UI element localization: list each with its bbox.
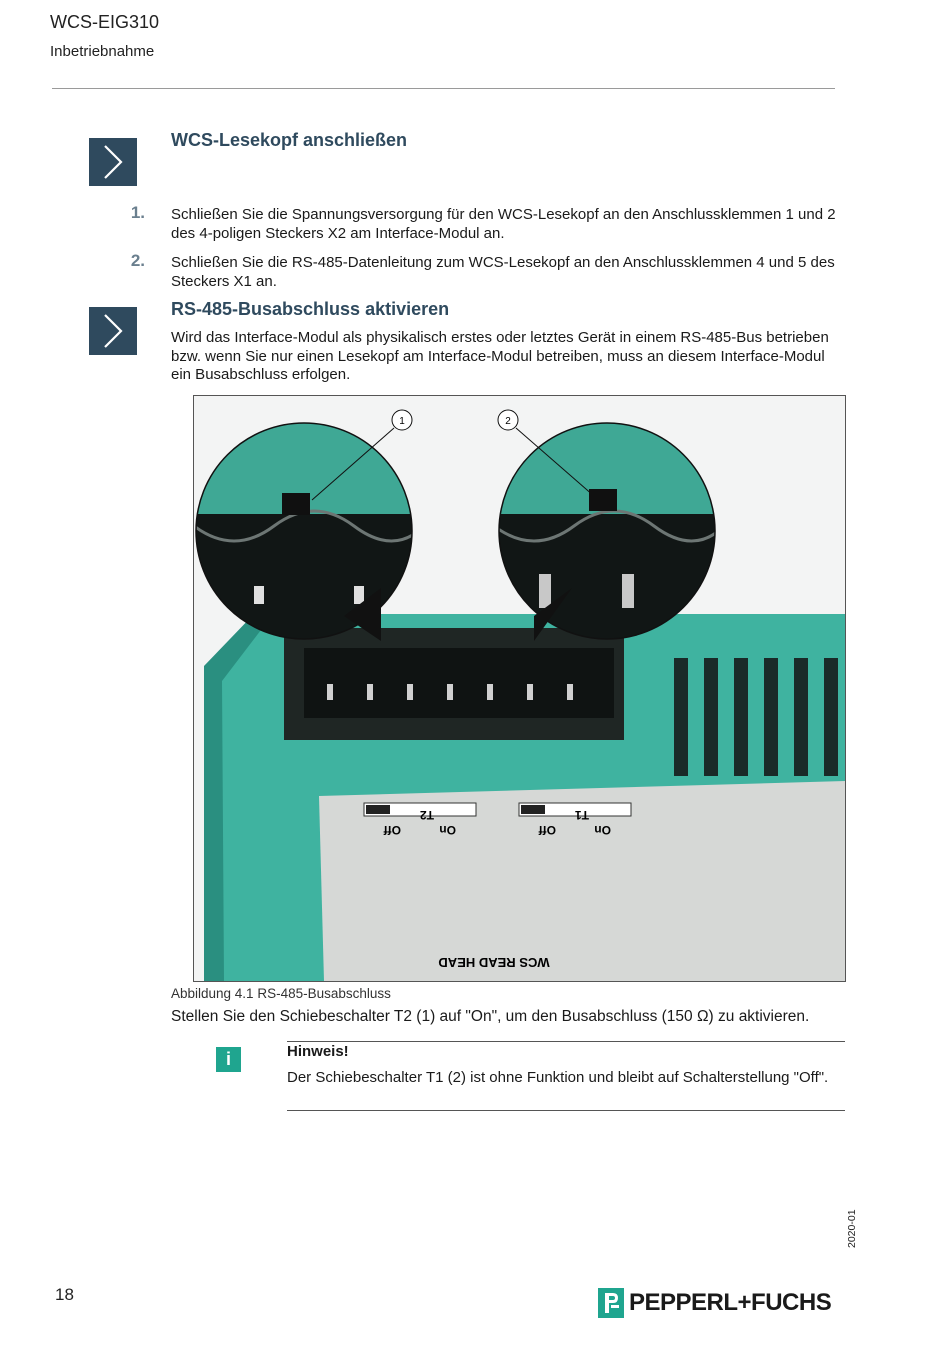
figure-caption: Abbildung 4.1 RS-485-Busabschluss xyxy=(171,986,391,1001)
section-title-termination: RS-485-Busabschluss aktivieren xyxy=(171,299,450,319)
note-text: Der Schiebeschalter T1 (2) ist ohne Funktion und bleibt auf Schalterstellung "Off". xyxy=(287,1069,829,1086)
step-number: 1. xyxy=(130,203,145,222)
section-title-connect: WCS-Lesekopf anschließen xyxy=(171,130,408,150)
logo-text: PEPPERL+FUCHS xyxy=(629,1289,832,1316)
edition-date: 2020-01 xyxy=(846,1209,858,1248)
note-title: Hinweis! xyxy=(287,1043,349,1060)
chevron-right-icon xyxy=(89,138,137,186)
brand-logo xyxy=(598,1288,831,1318)
switch-t1-off-label: Off xyxy=(538,823,556,837)
switch-t1-on-label: On xyxy=(594,823,611,837)
logo-mark-icon xyxy=(598,1288,624,1318)
switch-t2-name: T2 xyxy=(419,808,434,822)
step-number: 2. xyxy=(130,251,145,270)
page-number: 18 xyxy=(55,1285,74,1304)
step-text: Schließen Sie die RS-485-Datenleitung zum WCS-Lesekopf an den Anschlussklemmen 4 und 5 des Steckers X1 an. xyxy=(171,254,835,290)
device-illustration xyxy=(194,396,845,981)
section-paragraph: Wird das Interface-Modul als physikalisch erstes oder letztes Gerät in einem RS-485-Bus betrieben bzw. wenn Sie nur einen Lesekopf am Interface-Modul betreiben, muss an diesem Interface-Modul ein Busabschluss erfolgen. xyxy=(171,329,829,383)
note-bottom-rule xyxy=(287,1110,845,1111)
step-text: Schließen Sie die Spannungsversorgung für den WCS-Lesekopf an den Anschlussklemmen 1 und 2 des 4-poligen Steckers X2 am Interface-Modul an. xyxy=(171,206,836,242)
device-label-text: WCS READ HEAD xyxy=(438,955,550,970)
switch-t2-on-label: On xyxy=(439,823,456,837)
document-title: WCS-EIG310 xyxy=(50,12,160,32)
header-divider xyxy=(52,88,835,89)
callout-1: 1 xyxy=(399,416,405,427)
chevron-right-icon xyxy=(89,307,137,355)
info-icon: i xyxy=(216,1047,241,1072)
switch-t1-name: T1 xyxy=(574,808,589,822)
instruction-text: Stellen Sie den Schiebeschalter T2 (1) auf "On", um den Busabschluss (150 Ω) zu aktivieren. xyxy=(171,1008,810,1025)
switch-t2-off-label: Off xyxy=(383,823,401,837)
note-top-rule xyxy=(287,1041,845,1042)
callout-2: 2 xyxy=(505,416,511,427)
document-section: Inbetriebnahme xyxy=(50,43,155,60)
figure-device-photo xyxy=(193,395,846,982)
